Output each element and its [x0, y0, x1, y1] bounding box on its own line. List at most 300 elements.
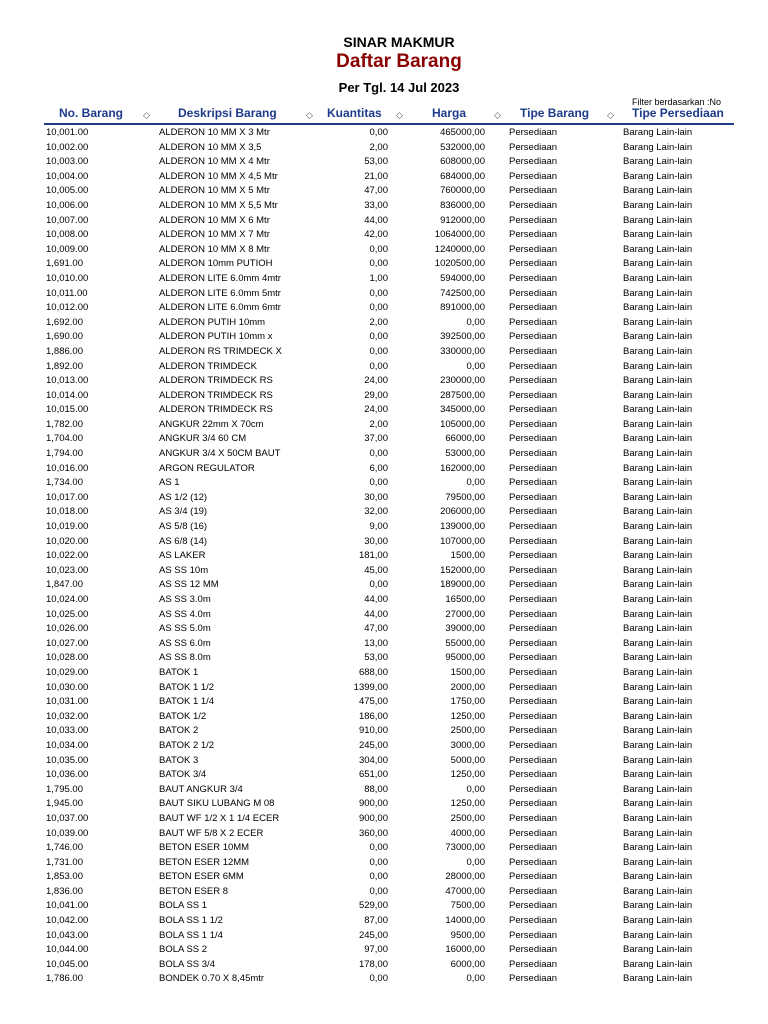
table-row[interactable] — [0, 885, 768, 900]
item-type: Persediaan — [509, 287, 558, 299]
item-number: 10,042.00 — [46, 915, 89, 927]
item-price: 66000,00 — [445, 433, 485, 445]
item-type: Persediaan — [509, 798, 558, 810]
item-inventory-type: Barang Lain-lain — [623, 769, 693, 781]
item-price: 1250,00 — [450, 798, 485, 810]
sort-diamond-icon[interactable]: ◇ — [607, 110, 614, 120]
item-type: Persediaan — [509, 462, 558, 474]
table-row[interactable] — [0, 360, 768, 375]
item-type: Persediaan — [509, 739, 558, 751]
item-price: 836000,00 — [440, 199, 485, 211]
item-quantity: 688,00 — [358, 666, 388, 678]
item-inventory-type: Barang Lain-lain — [623, 462, 693, 474]
table-row[interactable] — [0, 491, 768, 506]
item-number: 10,002.00 — [46, 141, 89, 153]
item-inventory-type: Barang Lain-lain — [623, 885, 693, 897]
item-number: 10,035.00 — [46, 754, 89, 766]
table-row[interactable] — [0, 827, 768, 842]
item-description: ALDERON RS TRIMDECK X — [159, 345, 282, 357]
item-price: 0,00 — [466, 316, 485, 328]
table-row[interactable] — [0, 856, 768, 871]
item-type: Persediaan — [509, 944, 558, 956]
item-description: BATOK 1/2 — [159, 710, 207, 722]
item-description: BATOK 1 1/2 — [159, 681, 215, 693]
item-number: 10,031.00 — [46, 696, 89, 708]
item-inventory-type: Barang Lain-lain — [623, 287, 693, 299]
column-header-ptype[interactable]: Tipe Persediaan — [632, 106, 724, 120]
item-number: 10,024.00 — [46, 594, 89, 605]
item-quantity: 900,00 — [358, 798, 388, 810]
sort-diamond-icon[interactable]: ◇ — [306, 110, 313, 120]
item-price: 95000,00 — [445, 652, 485, 664]
item-inventory-type: Barang Lain-lain — [623, 739, 693, 751]
item-type: Persediaan — [509, 681, 558, 693]
column-header-type[interactable]: Tipe Barang — [520, 106, 590, 120]
item-quantity: 245,00 — [358, 739, 388, 751]
item-inventory-type: Barang Lain-lain — [623, 214, 693, 226]
item-number: 1,892.00 — [46, 360, 83, 372]
item-quantity: 304,00 — [358, 754, 388, 766]
table-row[interactable] — [0, 199, 768, 214]
table-row[interactable] — [0, 899, 768, 914]
item-quantity: 29,00 — [364, 389, 388, 401]
item-description: ALDERON LITE 6.0mm 4mtr — [159, 272, 281, 284]
item-type: Persediaan — [509, 127, 558, 138]
item-inventory-type: Barang Lain-lain — [623, 754, 693, 766]
table-row[interactable] — [0, 214, 768, 229]
table-row[interactable] — [0, 870, 768, 885]
item-price: 5000,00 — [450, 754, 485, 766]
item-price: 532000,00 — [440, 141, 485, 153]
column-header-qty[interactable]: Kuantitas — [327, 106, 382, 120]
item-price: 684000,00 — [440, 170, 485, 182]
item-number: 1,692.00 — [46, 316, 83, 328]
item-number: 10,004.00 — [46, 170, 89, 182]
table-row[interactable] — [0, 914, 768, 929]
table-row[interactable] — [0, 593, 768, 608]
item-type: Persediaan — [509, 316, 558, 328]
item-quantity: 0,00 — [369, 842, 388, 854]
item-quantity: 245,00 — [358, 929, 388, 941]
item-number: 10,006.00 — [46, 199, 89, 211]
table-row[interactable] — [0, 841, 768, 856]
item-number: 10,033.00 — [46, 725, 89, 737]
item-inventory-type: Barang Lain-lain — [623, 185, 693, 197]
table-row[interactable] — [0, 797, 768, 812]
item-description: AS SS 10m — [159, 564, 209, 576]
item-description: ALDERON 10 MM X 7 Mtr — [159, 229, 270, 241]
item-quantity: 33,00 — [364, 199, 388, 211]
table-row[interactable] — [0, 505, 768, 520]
table-row[interactable] — [0, 549, 768, 564]
table-row[interactable] — [0, 724, 768, 739]
item-type: Persediaan — [509, 666, 558, 678]
item-price: 2500,00 — [450, 812, 485, 824]
item-description: AS 1 — [159, 477, 180, 489]
item-type: Persediaan — [509, 710, 558, 722]
table-row[interactable] — [0, 243, 768, 258]
item-type: Persediaan — [509, 156, 558, 168]
item-description: AS 6/8 (14) — [159, 535, 208, 547]
item-type: Persediaan — [509, 433, 558, 445]
item-price: 0,00 — [466, 360, 485, 372]
item-description: ALDERON 10 MM X 5 Mtr — [159, 185, 270, 197]
item-description: BAUT SIKU LUBANG M 08 — [159, 798, 275, 810]
table-row[interactable] — [0, 754, 768, 769]
item-type: Persediaan — [509, 375, 558, 387]
item-type: Persediaan — [509, 418, 558, 430]
table-row[interactable] — [0, 330, 768, 345]
item-number: 10,012.00 — [46, 302, 89, 314]
item-inventory-type: Barang Lain-lain — [623, 842, 693, 854]
item-quantity: 53,00 — [364, 156, 388, 168]
table-row[interactable] — [0, 170, 768, 185]
item-table — [0, 126, 768, 987]
item-price: 1064000,00 — [434, 229, 485, 241]
item-number: 10,037.00 — [46, 812, 89, 824]
item-price: 1250,00 — [450, 710, 485, 722]
item-type: Persediaan — [509, 885, 558, 897]
column-header-desc[interactable]: Deskripsi Barang — [178, 106, 277, 120]
table-row[interactable] — [0, 155, 768, 170]
table-row[interactable] — [0, 958, 768, 973]
item-type: Persediaan — [509, 871, 558, 883]
item-type: Persediaan — [509, 302, 558, 314]
item-inventory-type: Barang Lain-lain — [623, 389, 693, 401]
item-inventory-type: Barang Lain-lain — [623, 316, 693, 328]
item-quantity: 32,00 — [364, 506, 388, 518]
table-header — [0, 106, 768, 124]
item-type: Persediaan — [509, 637, 558, 649]
item-quantity: 13,00 — [364, 637, 388, 649]
item-number: 10,045.00 — [46, 958, 89, 970]
item-inventory-type: Barang Lain-lain — [623, 535, 693, 547]
table-row[interactable] — [0, 812, 768, 827]
table-row[interactable] — [0, 768, 768, 783]
item-description: BATOK 2 — [159, 725, 199, 737]
item-price: 3000,00 — [450, 739, 485, 751]
item-inventory-type: Barang Lain-lain — [623, 141, 693, 153]
item-price: 608000,00 — [440, 156, 485, 168]
table-row[interactable] — [0, 622, 768, 637]
item-type: Persediaan — [509, 345, 558, 357]
item-quantity: 910,00 — [358, 725, 388, 737]
table-row[interactable] — [0, 447, 768, 462]
item-quantity: 0,00 — [369, 302, 388, 314]
item-price: 1240000,00 — [434, 243, 485, 255]
table-row[interactable] — [0, 535, 768, 550]
item-price: 465000,00 — [440, 127, 485, 138]
column-header-price[interactable]: Harga — [432, 106, 467, 120]
item-type: Persediaan — [509, 856, 558, 868]
header-divider — [44, 123, 734, 125]
item-inventory-type: Barang Lain-lain — [623, 433, 693, 445]
item-price: 1250,00 — [450, 769, 485, 781]
item-quantity: 0,00 — [369, 331, 388, 343]
item-number: 1,690.00 — [46, 331, 83, 343]
item-description: BETON ESER 6MM — [159, 871, 244, 883]
item-quantity: 21,00 — [364, 170, 388, 182]
table-row[interactable] — [0, 972, 768, 987]
item-price: 1500,00 — [450, 550, 485, 562]
item-number: 1,786.00 — [46, 973, 83, 985]
item-price: 345000,00 — [440, 404, 485, 416]
item-type: Persediaan — [509, 608, 558, 620]
table-row[interactable] — [0, 651, 768, 666]
company-name: SINAR MAKMUR — [343, 34, 455, 50]
item-description: AS SS 3.0m — [159, 594, 211, 605]
item-number: 10,010.00 — [46, 272, 89, 284]
item-type: Persediaan — [509, 842, 558, 854]
item-type: Persediaan — [509, 448, 558, 460]
item-number: 10,034.00 — [46, 739, 89, 751]
item-description: ALDERON TRIMDECK RS — [159, 375, 273, 387]
item-number: 10,036.00 — [46, 769, 89, 781]
item-type: Persediaan — [509, 594, 558, 605]
item-type: Persediaan — [509, 331, 558, 343]
item-number: 10,007.00 — [46, 214, 89, 226]
item-price: 53000,00 — [445, 448, 485, 460]
table-row[interactable] — [0, 432, 768, 447]
item-inventory-type: Barang Lain-lain — [623, 506, 693, 518]
item-inventory-type: Barang Lain-lain — [623, 521, 693, 533]
item-number: 1,847.00 — [46, 579, 83, 591]
item-description: AS SS 5.0m — [159, 623, 211, 635]
item-quantity: 0,00 — [369, 856, 388, 868]
item-price: 230000,00 — [440, 375, 485, 387]
item-price: 55000,00 — [445, 637, 485, 649]
item-quantity: 0,00 — [369, 477, 388, 489]
item-inventory-type: Barang Lain-lain — [623, 652, 693, 664]
item-description: BAUT WF 1/2 X 1 1/4 ECER — [159, 812, 280, 824]
table-row[interactable] — [0, 141, 768, 156]
item-inventory-type: Barang Lain-lain — [623, 944, 693, 956]
item-type: Persediaan — [509, 404, 558, 416]
item-inventory-type: Barang Lain-lain — [623, 783, 693, 795]
item-number: 10,013.00 — [46, 375, 89, 387]
item-number: 10,001.00 — [46, 127, 89, 138]
table-row[interactable] — [0, 637, 768, 652]
sort-diamond-icon[interactable]: ◇ — [143, 110, 150, 120]
item-number: 10,009.00 — [46, 243, 89, 255]
item-description: BOLA SS 1 1/2 — [159, 915, 223, 927]
item-description: AS SS 12 MM — [159, 579, 219, 591]
table-row[interactable] — [0, 272, 768, 287]
item-type: Persediaan — [509, 812, 558, 824]
item-quantity: 1399,00 — [353, 681, 388, 693]
item-price: 1750,00 — [450, 696, 485, 708]
item-quantity: 475,00 — [358, 696, 388, 708]
item-quantity: 0,00 — [369, 885, 388, 897]
table-row[interactable] — [0, 929, 768, 944]
item-description: BATOK 1 — [159, 666, 199, 678]
item-description: ALDERON 10 MM X 4,5 Mtr — [159, 170, 278, 182]
item-description: ALDERON 10 MM X 6 Mtr — [159, 214, 270, 226]
item-inventory-type: Barang Lain-lain — [623, 199, 693, 211]
item-price: 139000,00 — [440, 521, 485, 533]
item-description: BETON ESER 12MM — [159, 856, 250, 868]
item-number: 1,731.00 — [46, 856, 83, 868]
item-number: 10,032.00 — [46, 710, 89, 722]
item-number: 1,782.00 — [46, 418, 83, 430]
item-description: AS 1/2 (12) — [159, 491, 208, 503]
table-row[interactable] — [0, 783, 768, 798]
item-quantity: 360,00 — [358, 827, 388, 839]
item-type: Persediaan — [509, 623, 558, 635]
item-type: Persediaan — [509, 214, 558, 226]
item-type: Persediaan — [509, 973, 558, 985]
item-quantity: 0,00 — [369, 579, 388, 591]
item-description: BOLA SS 2 — [159, 944, 208, 956]
item-description: BONDEK 0.70 X 8,45mtr — [159, 973, 265, 985]
table-row[interactable] — [0, 345, 768, 360]
table-row[interactable] — [0, 564, 768, 579]
item-number: 1,746.00 — [46, 842, 83, 854]
item-inventory-type: Barang Lain-lain — [623, 448, 693, 460]
item-number: 10,017.00 — [46, 491, 89, 503]
item-price: 1020500,00 — [434, 258, 485, 270]
item-type: Persediaan — [509, 243, 558, 255]
table-row[interactable] — [0, 257, 768, 272]
item-inventory-type: Barang Lain-lain — [623, 477, 693, 489]
table-row[interactable] — [0, 681, 768, 696]
item-quantity: 2,00 — [369, 141, 388, 153]
item-number: 10,022.00 — [46, 550, 89, 562]
item-inventory-type: Barang Lain-lain — [623, 696, 693, 708]
table-row[interactable] — [0, 301, 768, 316]
item-type: Persediaan — [509, 725, 558, 737]
table-row[interactable] — [0, 695, 768, 710]
item-number: 10,043.00 — [46, 929, 89, 941]
item-price: 79500,00 — [445, 491, 485, 503]
table-row[interactable] — [0, 578, 768, 593]
table-row[interactable] — [0, 403, 768, 418]
item-description: BETON ESER 10MM — [159, 842, 250, 854]
item-inventory-type: Barang Lain-lain — [623, 550, 693, 562]
table-row[interactable] — [0, 418, 768, 433]
item-type: Persediaan — [509, 141, 558, 153]
item-inventory-type: Barang Lain-lain — [623, 258, 693, 270]
table-row[interactable] — [0, 228, 768, 243]
item-type: Persediaan — [509, 696, 558, 708]
item-quantity: 44,00 — [364, 214, 388, 226]
item-inventory-type: Barang Lain-lain — [623, 564, 693, 576]
item-number: 10,014.00 — [46, 389, 89, 401]
item-description: BATOK 3 — [159, 754, 199, 766]
item-price: 4000,00 — [450, 827, 485, 839]
item-quantity: 6,00 — [369, 462, 388, 474]
item-inventory-type: Barang Lain-lain — [623, 170, 693, 182]
item-number: 10,008.00 — [46, 229, 89, 241]
item-type: Persediaan — [509, 827, 558, 839]
table-row[interactable] — [0, 184, 768, 199]
item-price: 760000,00 — [440, 185, 485, 197]
table-row[interactable] — [0, 710, 768, 725]
item-inventory-type: Barang Lain-lain — [623, 812, 693, 824]
table-row[interactable] — [0, 374, 768, 389]
item-type: Persediaan — [509, 258, 558, 270]
table-row[interactable] — [0, 389, 768, 404]
table-row[interactable] — [0, 520, 768, 535]
table-row[interactable] — [0, 316, 768, 331]
item-inventory-type: Barang Lain-lain — [623, 345, 693, 357]
item-price: 14000,00 — [445, 915, 485, 927]
table-row[interactable] — [0, 126, 768, 141]
item-description: BOLA SS 1 1/4 — [159, 929, 223, 941]
item-price: 287500,00 — [440, 389, 485, 401]
item-number: 1,691.00 — [46, 258, 83, 270]
item-inventory-type: Barang Lain-lain — [623, 360, 693, 372]
item-description: ALDERON LITE 6.0mm 6mtr — [159, 302, 281, 314]
item-quantity: 97,00 — [364, 944, 388, 956]
item-number: 1,886.00 — [46, 345, 83, 357]
item-inventory-type: Barang Lain-lain — [623, 915, 693, 927]
table-row[interactable] — [0, 943, 768, 958]
item-inventory-type: Barang Lain-lain — [623, 302, 693, 314]
table-row[interactable] — [0, 462, 768, 477]
item-type: Persediaan — [509, 272, 558, 284]
item-type: Persediaan — [509, 929, 558, 941]
item-description: ALDERON PUTIH 10mm — [159, 316, 266, 328]
item-price: 0,00 — [466, 477, 485, 489]
item-type: Persediaan — [509, 491, 558, 503]
item-price: 2500,00 — [450, 725, 485, 737]
item-type: Persediaan — [509, 783, 558, 795]
item-description: BATOK 1 1/4 — [159, 696, 215, 708]
item-quantity: 88,00 — [364, 783, 388, 795]
item-description: BETON ESER 8 — [159, 885, 228, 897]
item-type: Persediaan — [509, 754, 558, 766]
item-description: AS SS 6.0m — [159, 637, 211, 649]
table-row[interactable] — [0, 287, 768, 302]
item-description: ALDERON 10 MM X 3,5 — [159, 141, 262, 153]
item-description: ALDERON LITE 6.0mm 5mtr — [159, 287, 281, 299]
item-description: ALDERON 10 MM X 3 Mtr — [159, 127, 270, 138]
sort-diamond-icon[interactable]: ◇ — [494, 110, 501, 120]
item-inventory-type: Barang Lain-lain — [623, 681, 693, 693]
item-inventory-type: Barang Lain-lain — [623, 725, 693, 737]
item-price: 27000,00 — [445, 608, 485, 620]
item-inventory-type: Barang Lain-lain — [623, 623, 693, 635]
table-row[interactable] — [0, 608, 768, 623]
item-inventory-type: Barang Lain-lain — [623, 404, 693, 416]
table-row[interactable] — [0, 666, 768, 681]
item-inventory-type: Barang Lain-lain — [623, 856, 693, 868]
table-row[interactable] — [0, 739, 768, 754]
item-description: AS 5/8 (16) — [159, 521, 208, 533]
item-quantity: 53,00 — [364, 652, 388, 664]
item-description: ALDERON 10 MM X 5,5 Mtr — [159, 199, 278, 211]
sort-diamond-icon[interactable]: ◇ — [396, 110, 403, 120]
item-inventory-type: Barang Lain-lain — [623, 973, 693, 985]
item-price: 594000,00 — [440, 272, 485, 284]
item-price: 189000,00 — [440, 579, 485, 591]
item-description: BATOK 3/4 — [159, 769, 207, 781]
table-row[interactable] — [0, 476, 768, 491]
item-number: 1,734.00 — [46, 477, 83, 489]
item-inventory-type: Barang Lain-lain — [623, 958, 693, 970]
item-quantity: 87,00 — [364, 915, 388, 927]
column-header-no[interactable]: No. Barang — [59, 106, 124, 120]
item-description: ALDERON TRIMDECK — [159, 360, 258, 372]
item-description: ALDERON 10 MM X 4 Mtr — [159, 156, 270, 168]
item-type: Persediaan — [509, 521, 558, 533]
item-type: Persediaan — [509, 506, 558, 518]
item-price: 392500,00 — [440, 331, 485, 343]
item-type: Persediaan — [509, 579, 558, 591]
item-number: 10,026.00 — [46, 623, 89, 635]
filter-label: Filter berdasarkan :No — [632, 97, 722, 107]
